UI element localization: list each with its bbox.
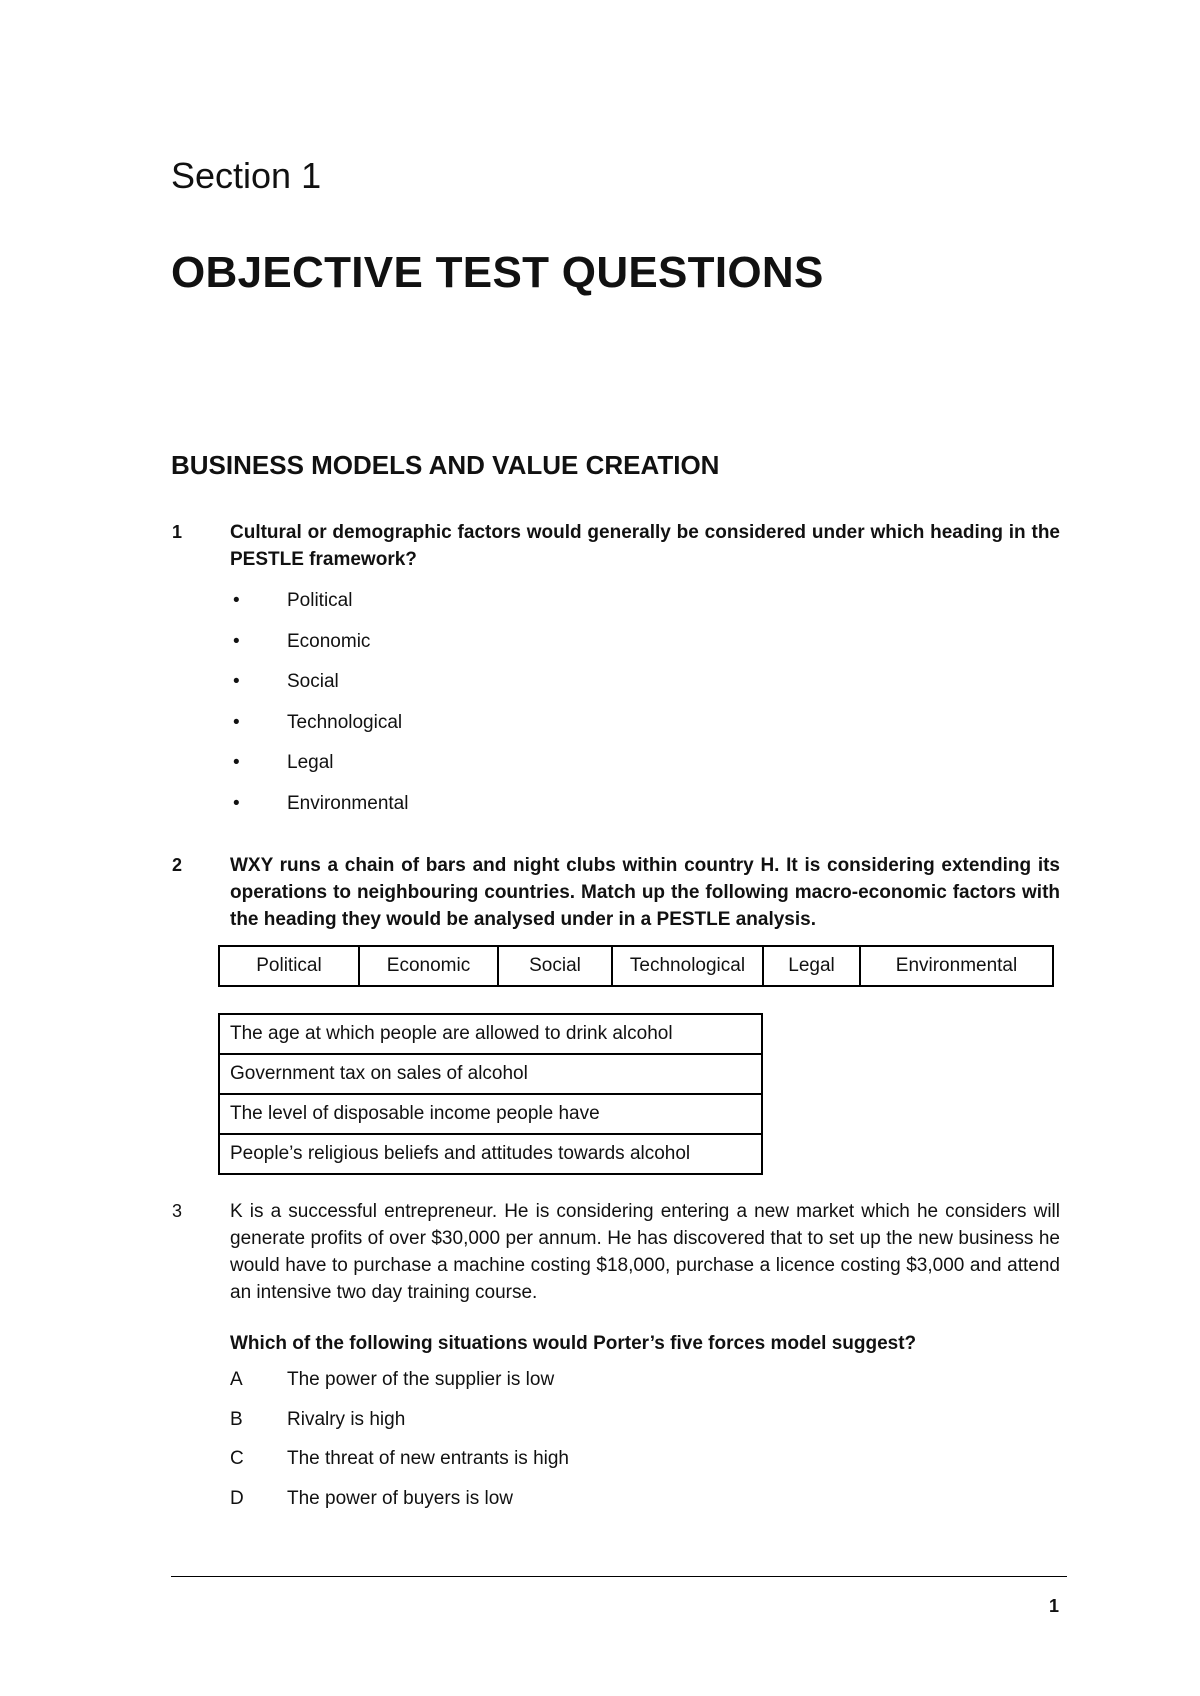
table-row <box>219 946 1053 986</box>
bullet-icon: • <box>233 792 240 814</box>
option-letter: A <box>230 1369 243 1390</box>
question-1-options <box>230 590 408 833</box>
heading-cell: Technological <box>612 946 763 986</box>
bullet-text: Social <box>287 671 339 692</box>
bullet-icon: • <box>233 752 240 773</box>
heading-cell: Political <box>219 946 359 986</box>
factor-cell: The age at which people are allowed to drink alcohol <box>219 1014 762 1054</box>
option-letter: C <box>230 1448 244 1469</box>
main-title: OBJECTIVE TEST QUESTIONS <box>171 248 824 297</box>
page-number: 1 <box>1049 1596 1060 1616</box>
option-letter: B <box>230 1408 243 1430</box>
factor-cell: The level of disposable income people have <box>219 1094 762 1134</box>
subheading: BUSINESS MODELS AND VALUE CREATION <box>171 450 720 480</box>
bullet-item <box>230 590 408 631</box>
table-row <box>219 1094 762 1134</box>
pestle-heading-table <box>218 945 1054 987</box>
heading-cell: Social <box>498 946 612 986</box>
heading-cell: Economic <box>359 946 498 986</box>
option-text: The power of the supplier is low <box>287 1369 555 1390</box>
table-row <box>219 1054 762 1094</box>
bullet-text: Political <box>287 590 353 611</box>
bullet-icon: • <box>233 630 240 652</box>
question-3-prompt: Which of the following situations would Porter’s five forces model suggest? <box>230 1333 917 1354</box>
bullet-text: Environmental <box>287 792 409 814</box>
bullet-item <box>230 793 408 834</box>
question-3-number: 3 <box>172 1201 183 1221</box>
macro-factor-table <box>218 1013 763 1175</box>
option-text: The threat of new entrants is high <box>287 1448 569 1469</box>
question-2-number: 2 <box>172 855 183 875</box>
question-1-text: Cultural or demographic factors would generally be considered under which heading in the PESTLE framework? <box>230 522 1060 570</box>
footer-divider <box>171 1576 1067 1577</box>
factor-cell: People’s religious beliefs and attitudes towards alcohol <box>219 1134 762 1174</box>
question-1-number: 1 <box>172 522 183 542</box>
bullet-item <box>230 671 408 712</box>
heading-cell: Legal <box>763 946 860 986</box>
bullet-item <box>230 631 408 672</box>
question-3-text: K is a successful entrepreneur. He is considering entering a new market which he considers will generate profits of over $30,000 per annum. He has discovered that to set up the new business he would have to purchase a machine costing $18,000, purchase a licence costing $3,000 and attend an intensive two day training course. <box>230 1201 1060 1303</box>
bullet-text: Economic <box>287 630 371 652</box>
option-text: The power of buyers is low <box>287 1487 513 1509</box>
bullet-text: Technological <box>287 711 403 733</box>
section-label: Section 1 <box>171 155 322 196</box>
option-letter: D <box>230 1487 244 1509</box>
question-2-text: WXY runs a chain of bars and night clubs within country H. It is considering extending its operations to neighbouring countries. Match up the following macro-economic factors with the heading they would be analysed under in a PESTLE analysis. <box>230 855 1060 930</box>
bullet-icon: • <box>233 590 240 611</box>
factor-cell: Government tax on sales of alcohol <box>219 1054 762 1094</box>
table-row <box>219 1134 762 1174</box>
option-text: Rivalry is high <box>287 1408 406 1430</box>
table-row <box>219 1014 762 1054</box>
bullet-text: Legal <box>287 752 334 773</box>
bullet-item <box>230 752 408 793</box>
heading-cell: Environmental <box>860 946 1053 986</box>
bullet-icon: • <box>233 711 240 733</box>
bullet-item <box>230 712 408 753</box>
bullet-icon: • <box>233 671 240 692</box>
